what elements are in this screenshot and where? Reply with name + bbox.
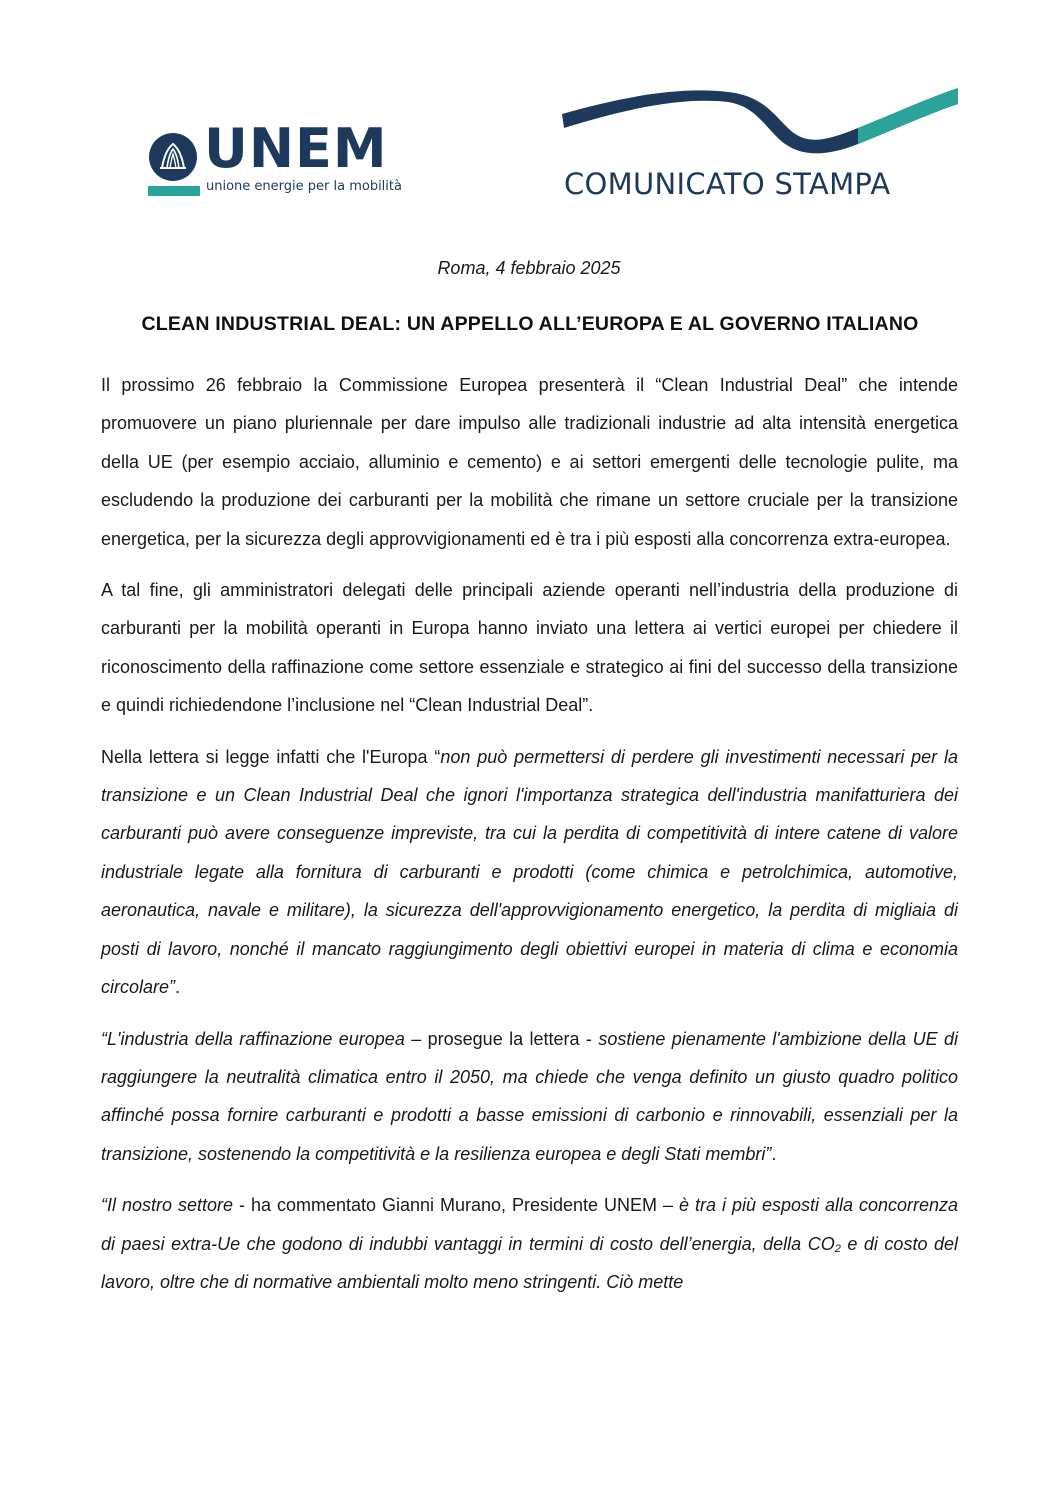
paragraph-4-quote-open: “L'industria della raffinazione europea	[101, 1028, 405, 1049]
unem-wordmark: UNEM	[204, 117, 388, 180]
paragraph-3	[101, 738, 958, 1007]
paragraph-5-quote-open: “Il nostro settore	[101, 1195, 234, 1216]
paragraph-5	[101, 1186, 958, 1301]
paragraph-3-quote: non può permettersi di perdere gli investimenti necessari per la transizione e un Clean Industrial Deal che ignori l'importanza strategica dell'industria manifatturiera dei carburanti può avere conseguenze impreviste, tra cui la perdita di competitività di intere catene di valore industriale legate alla fornitura di carburanti e prodotti (come chimica e petrolchimica, automotive, aeronautica, navale e militare), la sicurezza dell'approvvigionamento energetico, la perdita di migliaia di posti di lavoro, nonché il mancato raggiungimento degli obiettivi europei in materia di clima e economia circolare”	[101, 746, 958, 998]
unem-logo	[148, 117, 408, 198]
paragraph-3-lead: Nella lettera si legge infatti che l'Europa “	[101, 746, 441, 767]
paragraph-4-tail: .	[771, 1143, 777, 1164]
co2-subscript: 2	[834, 1242, 841, 1255]
dateline: Roma, 4 febbraio 2025	[437, 258, 621, 278]
paragraph-4-attribution: – prosegue la lettera -	[404, 1028, 599, 1049]
wave-swoosh-icon	[558, 84, 960, 164]
paragraph-3-tail: .	[175, 977, 181, 998]
unem-accent-bar	[148, 186, 200, 196]
paragraph-1: Il prossimo 26 febbraio la Commissione Europea presenterà il “Clean Industrial Deal” che intende promuovere un piano pluriennale per dare impulso alle tradizionali industrie ad alta intensità energetica della UE (per esempio acciaio, alluminio e cemento) e ai settori emergenti delle tecnologie pulite, ma escludendo la produzione dei carburanti per la mobilità che rimane un settore cruciale per la transizione energetica, per la sicurezza degli approvvigionamenti ed è tra i più esposti alla concorrenza extra-europea.	[101, 375, 958, 549]
unem-tagline: unione energie per la mobilità	[206, 179, 402, 194]
paragraph-5-quote-a: è tra i più esposti alla concorrenza di paesi extra-Ue che godono di indubbi vantaggi in termini di costo dell’energia, della CO	[101, 1195, 958, 1254]
paragraph-4-quote: sostiene pienamente l'ambizione della UE di raggiungere la neutralità climatica entro il 2050, ma chiede che venga definito un giusto quadro politico affinché possa fornire carburanti e prodotti a basse emissioni di carbonio e rinnovabili, essenziali per la transizione, sostenendo la competitività e la resilienza europea e degli Stati membri”	[101, 1028, 958, 1164]
paragraph-4	[101, 1020, 958, 1174]
paragraph-2: A tal fine, gli amministratori delegati delle principali aziende operanti nell’industria della produzione di carburanti per la mobilità operanti in Europa hanno inviato una lettera ai vertici europei per chiedere il riconoscimento della raffinazione come settore essenziale e strategico ai fini del successo della transizione e quindi richiedendone l’inclusione nel “Clean Industrial Deal”.	[101, 580, 958, 716]
headline: CLEAN INDUSTRIAL DEAL: UN APPELLO ALL’EUROPA E AL GOVERNO ITALIANO	[141, 313, 919, 335]
unem-emblem-icon	[148, 132, 198, 182]
press-body	[101, 366, 958, 1314]
press-release-header	[558, 84, 960, 200]
paragraph-5-attribution: - ha commentato Gianni Murano, Presidente UNEM –	[233, 1195, 679, 1216]
press-release-label: COMUNICATO STAMPA	[564, 167, 891, 201]
paragraph-5-quote-b: e di costo del lavoro, oltre che di normative ambientali molto meno stringenti. Ciò mette	[101, 1233, 958, 1292]
